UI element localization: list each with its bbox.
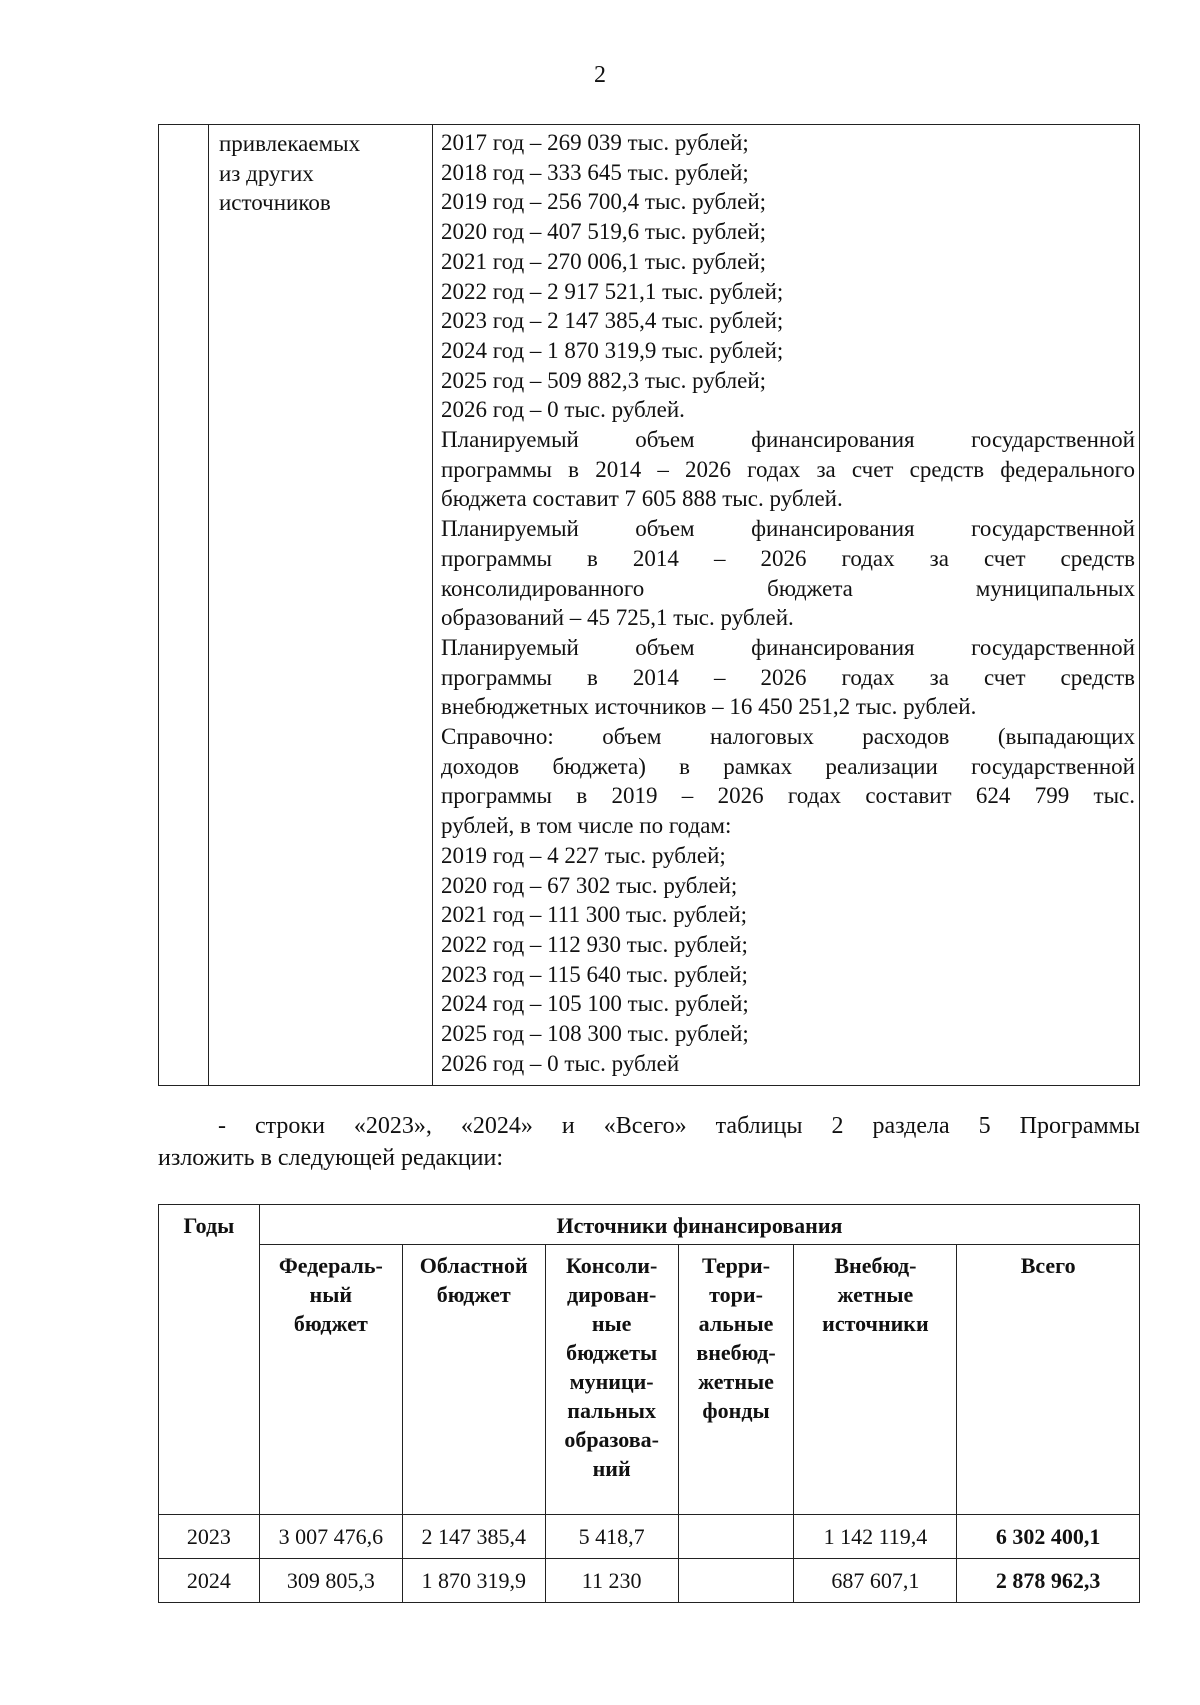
cell-territorial: [678, 1559, 794, 1603]
header-sources: Источники финансирования: [259, 1205, 1139, 1245]
year-line: 2017 год – 269 039 тыс. рублей;: [441, 130, 749, 155]
header-line: жетные: [698, 1369, 774, 1394]
label-line: из других: [219, 160, 314, 186]
paragraph-line: программы в 2014 – 2026 годах за счет средств: [441, 545, 1135, 571]
table-row: [159, 1515, 1140, 1559]
financing-table: [158, 124, 1140, 1086]
header-line: бюджет: [436, 1282, 511, 1307]
header-total: [957, 1245, 1140, 1515]
header-municipal: [545, 1245, 678, 1515]
header-line: альные: [698, 1311, 774, 1336]
header-line: ные: [591, 1311, 632, 1336]
year-line: 2025 год – 509 882,3 тыс. рублей;: [441, 367, 767, 393]
paragraph-line: программы в 2014 – 2026 годах за счет средств федерального: [441, 456, 1135, 482]
header-line: дирован-: [566, 1282, 657, 1307]
cell-federal: 3 007 476,6: [259, 1515, 402, 1559]
offbudget-financing-paragraph: [441, 633, 1135, 722]
tax-year-line: 2020 год – 67 302 тыс. рублей;: [441, 872, 738, 898]
tax-year-line: 2023 год – 115 640 тыс. рублей;: [441, 961, 748, 987]
header-line: образова-: [564, 1427, 659, 1452]
header-line: тори-: [709, 1282, 763, 1307]
cell-offbudget: 1 142 119,4: [794, 1515, 957, 1559]
header-line: пальных: [567, 1398, 656, 1423]
header-line: Терри-: [701, 1253, 771, 1278]
paragraph-line: программы в 2014 – 2026 годах за счет средств: [441, 664, 1135, 690]
header-federal: [259, 1245, 402, 1515]
cell-total: 2 878 962,3: [957, 1559, 1140, 1603]
header-line: бюджет: [293, 1311, 368, 1336]
amendment-paragraph: [158, 1110, 1140, 1174]
cell-territorial: [678, 1515, 794, 1559]
paragraph-line: образований – 45 725,1 тыс. рублей.: [441, 605, 794, 631]
tax-year-line: 2024 год – 105 100 тыс. рублей;: [441, 991, 749, 1017]
tax-year-line: 2022 год – 112 930 тыс. рублей;: [441, 931, 748, 957]
page-number: 2: [594, 62, 606, 88]
cell-municipal: 5 418,7: [545, 1515, 678, 1559]
cell-regional: 2 147 385,4: [402, 1515, 545, 1559]
paragraph-line: доходов бюджета) в рамках реализации государственной: [441, 753, 1135, 779]
header-line: муници-: [569, 1369, 654, 1394]
header-regional: [402, 1245, 545, 1515]
header-line: бюджеты: [566, 1340, 658, 1365]
cell-municipal: 11 230: [545, 1559, 678, 1603]
cell-total: 6 302 400,1: [957, 1515, 1140, 1559]
header-line: Федераль-: [278, 1253, 383, 1278]
tax-year-line: 2019 год – 4 227 тыс. рублей;: [441, 842, 726, 868]
cell-year: 2023: [159, 1515, 260, 1559]
header-line: Областной: [419, 1253, 528, 1278]
year-line: 2020 год – 407 519,6 тыс. рублей;: [441, 219, 767, 245]
year-line: 2019 год – 256 700,4 тыс. рублей;: [441, 189, 767, 215]
year-line: 2021 год – 270 006,1 тыс. рублей;: [441, 248, 767, 274]
table-row: [159, 1559, 1140, 1603]
table-column-empty: [159, 125, 209, 1085]
header-line: жетные: [837, 1282, 914, 1307]
header-line: Консоли-: [565, 1253, 658, 1278]
tax-year-line: 2026 год – 0 тыс. рублей: [441, 1050, 680, 1076]
label-line: привлекаемых: [219, 131, 361, 156]
header-line: ный: [309, 1282, 353, 1307]
cell-offbudget: 687 607,1: [794, 1559, 957, 1603]
header-years: Годы: [159, 1205, 260, 1515]
year-line: 2024 год – 1 870 319,9 тыс. рублей;: [441, 337, 784, 363]
year-line: 2023 год – 2 147 385,4 тыс. рублей;: [441, 308, 784, 334]
paragraph-line: рублей, в том числе по годам:: [441, 813, 732, 839]
cell-regional: 1 870 319,9: [402, 1559, 545, 1603]
year-line: 2022 год – 2 917 521,1 тыс. рублей;: [441, 278, 784, 304]
paragraph-line: - строки «2023», «2024» и «Всего» таблицы 2 раздела 5 Программы: [218, 1113, 1140, 1139]
header-line: Всего: [1020, 1253, 1076, 1278]
paragraph-line: Планируемый объем финансирования государственной: [441, 516, 1135, 542]
tax-expenditures-paragraph: [441, 722, 1135, 841]
paragraph-line: внебюджетных источников – 16 450 251,2 тыс. рублей.: [441, 694, 977, 720]
header-row: [159, 1205, 1140, 1245]
header-offbudget: [794, 1245, 957, 1515]
cell-year: 2024: [159, 1559, 260, 1603]
paragraph-line: изложить в следующей редакции:: [158, 1145, 504, 1171]
tax-year-line: 2021 год – 111 300 тыс. рублей;: [441, 902, 748, 928]
paragraph-line: бюджета составит 7 605 888 тыс. рублей.: [441, 486, 843, 512]
municipal-financing-paragraph: [441, 514, 1135, 633]
cell-federal: 309 805,3: [259, 1559, 402, 1603]
subheader-row: [159, 1245, 1140, 1515]
header-line: ний: [592, 1456, 631, 1481]
header-territorial: [678, 1245, 794, 1515]
paragraph-line: Планируемый объем финансирования государственной: [441, 634, 1135, 660]
label-line: источников: [219, 190, 331, 216]
paragraph-line: программы в 2019 – 2026 годах составит 624 799 тыс.: [441, 783, 1135, 809]
header-line: фонды: [702, 1398, 770, 1423]
tax-year-line: 2025 год – 108 300 тыс. рублей;: [441, 1021, 749, 1047]
paragraph-line: Планируемый объем финансирования государственной: [441, 427, 1135, 453]
sources-table: [158, 1204, 1140, 1603]
header-line: источники: [822, 1311, 929, 1336]
paragraph-line: консолидированного бюджета муниципальных: [441, 575, 1135, 601]
federal-financing-paragraph: [441, 425, 1135, 514]
year-line: 2018 год – 333 645 тыс. рублей;: [441, 159, 749, 185]
paragraph-line: Справочно: объем налоговых расходов (выпадающих: [441, 724, 1135, 750]
header-line: Внебюд-: [834, 1253, 917, 1278]
table-column-label: [209, 125, 433, 1085]
header-line: внебюд-: [696, 1340, 776, 1365]
table-column-values: [433, 125, 1141, 1085]
year-line: 2026 год – 0 тыс. рублей.: [441, 397, 685, 423]
